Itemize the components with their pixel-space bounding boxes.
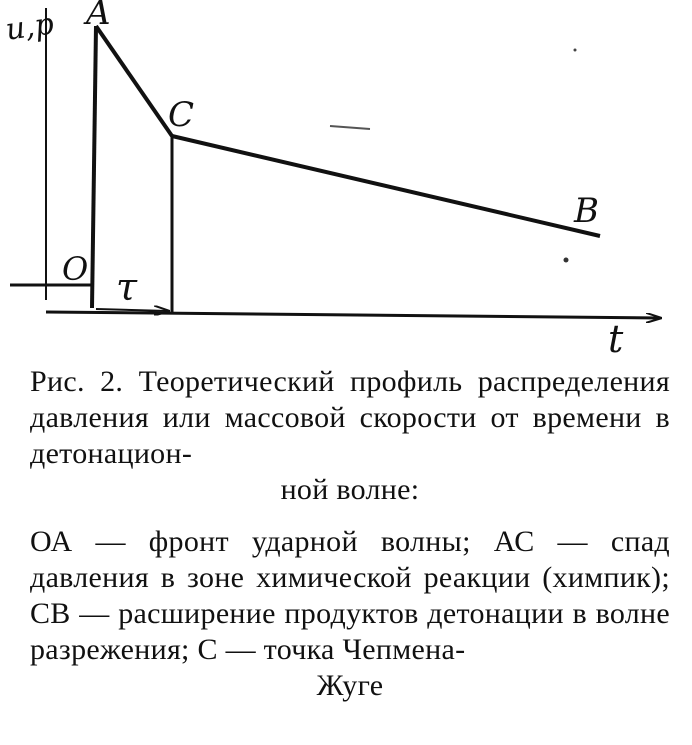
tau-label: τ bbox=[116, 265, 138, 309]
point-c-label: C bbox=[168, 95, 195, 135]
shock-front-OA bbox=[92, 26, 96, 308]
chemical-peak-AC bbox=[96, 26, 172, 136]
point-o-label: O bbox=[62, 250, 89, 288]
legend-text: ОА — фронт ударной волны; АС — спад давления в зоне химической реакции (химпик); СВ — расширение продуктов детонации в волне разрежения; С — точка Чепмена- bbox=[30, 525, 670, 666]
scan-dot bbox=[574, 49, 577, 52]
tau-interval-arrow bbox=[96, 309, 168, 311]
caption-text: Рис. 2. Теоретический профиль распределения давления или массовой скорости от времени в детонацион- bbox=[30, 365, 670, 470]
point-b-label: B bbox=[574, 191, 599, 231]
rarefaction-CB bbox=[172, 136, 600, 236]
pressure-profile-diagram bbox=[0, 0, 692, 360]
y-axis-label: u,p bbox=[3, 6, 56, 48]
figure-legend bbox=[30, 524, 670, 704]
figure-caption bbox=[30, 364, 670, 508]
point-a-label: A bbox=[86, 0, 111, 33]
legend-last-line: Жуге bbox=[316, 669, 384, 702]
time-axis bbox=[46, 312, 660, 318]
caption-last-line: ной волне: bbox=[280, 473, 420, 506]
scan-dot bbox=[564, 258, 569, 263]
x-axis-label: t bbox=[608, 317, 624, 360]
scan-dash bbox=[330, 126, 370, 129]
